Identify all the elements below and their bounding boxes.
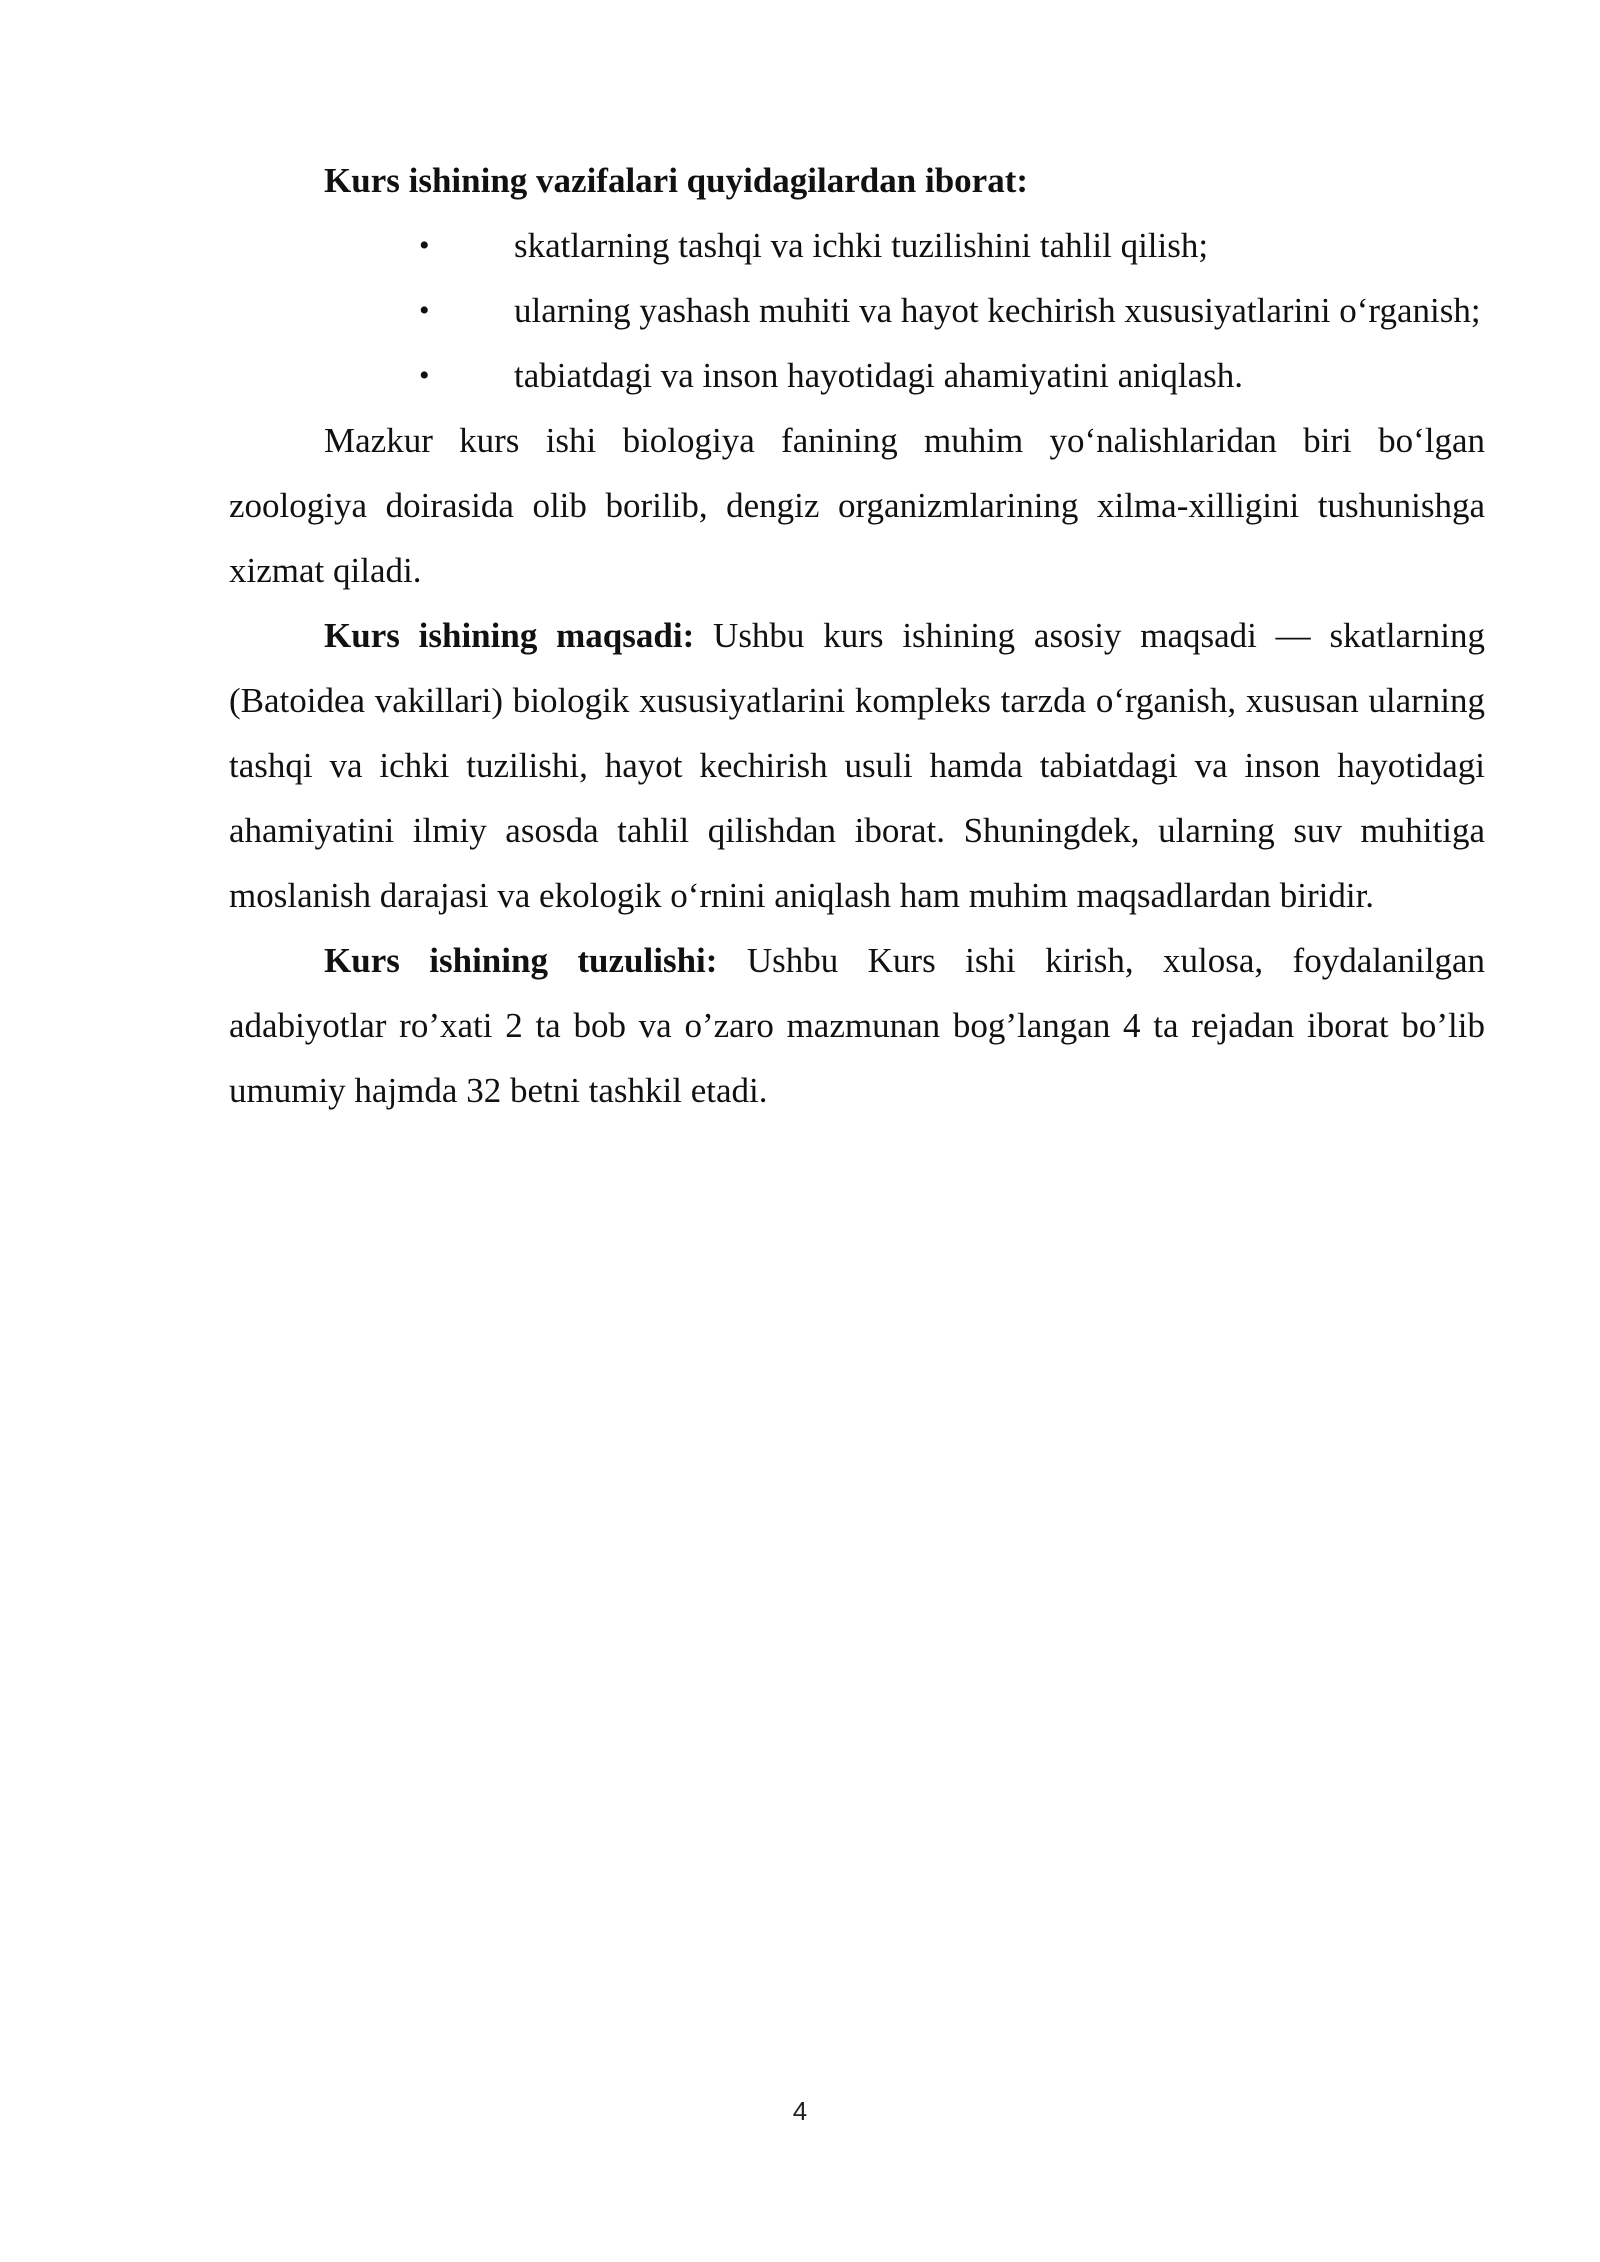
tasks-heading: Kurs ishining vazifalari quyidagilardan iborat: [324,161,1028,200]
bullet-icon: • [419,294,430,327]
goal-paragraph [229,603,1485,928]
goal-text: Ushbu kurs ishining asosiy maqsadi — skatlarning (Batoidea vakillari) biologik xususiyatlarini kompleks tarzda o‘rganish, xususan ularning tashqi va ichki tuzilishi, hayot kechirish usuli hamda tabiatdagi va inson hayotidagi ahamiyatini ilmiy asosda tahlil qilishdan iborat. Shuningdek, ularning suv muhitiga moslanish darajasi va ekologik o‘rnini aniqlash ham muhim maqsadlardan biridir. [229,616,1485,915]
task-text: ularning yashash muhiti va hayot kechirish xususiyatlarini o‘rganish; [514,291,1481,330]
goal-label: Kurs ishining maqsadi: [324,616,695,655]
structure-label: Kurs ishining tuzulishi: [324,941,718,980]
tasks-list [229,213,1485,408]
task-text: skatlarning tashqi va ichki tuzilishini tahlil qilish; [514,226,1209,265]
list-item [229,343,1485,408]
list-item [229,213,1485,278]
page-content [229,148,1485,1123]
task-text: tabiatdagi va inson hayotidagi ahamiyatini aniqlash. [514,356,1243,395]
structure-text: Ushbu Kurs ishi kirish, xulosa, foydalanilgan adabiyotlar ro’xati 2 ta bob va o’zaro mazmunan bog’langan 4 ta rejadan iborat bo’lib umumiy hajmda 32 betni tashkil etadi. [229,941,1485,1110]
bullet-icon: • [419,359,430,392]
page-number: 4 [792,2096,808,2126]
list-item [229,278,1485,343]
intro-paragraph: Mazkur kurs ishi biologiya fanining muhim yo‘nalishlaridan biri bo‘lgan zoologiya doirasida olib borilib, dengiz organizmlarining xilma-xilligini tushunishga xizmat qiladi. [229,421,1485,590]
structure-paragraph [229,928,1485,1123]
bullet-icon: • [419,229,430,262]
